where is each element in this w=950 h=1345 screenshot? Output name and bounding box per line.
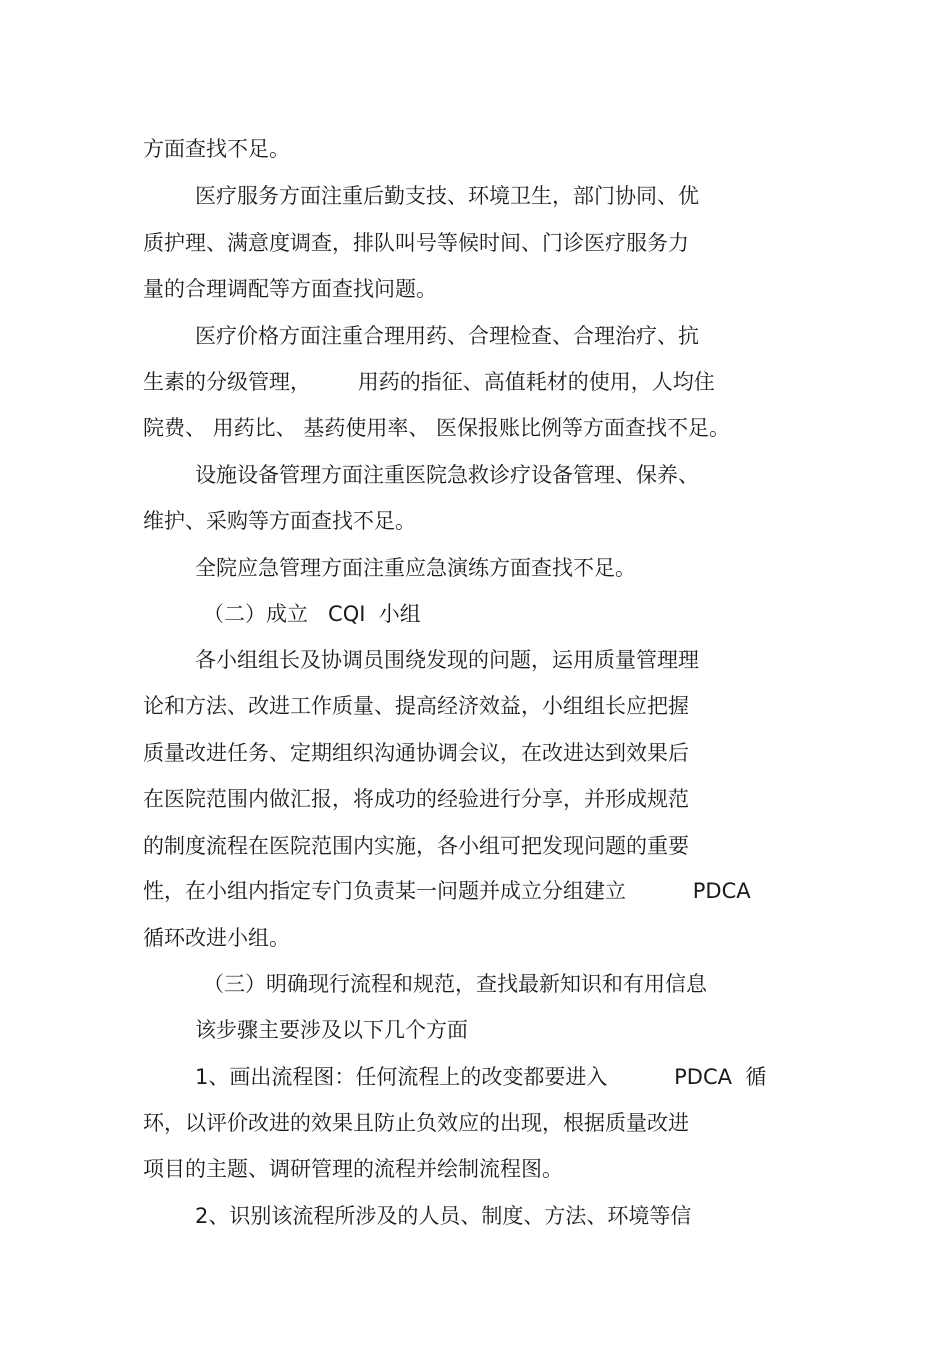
text-line: 环，以评价改进的效果且防止负效应的出现，根据质量改进 — [143, 1111, 689, 1135]
text-line: 生素的分级管理， 用药的指征、高值耗材的使用，人均住 — [143, 370, 715, 394]
text-line: 1、画出流程图：任何流程上的改变都要进入 PDCA 循 — [195, 1065, 767, 1089]
text-line: 性，在小组内指定专门负责某一问题并成立分组建立 PDCA — [143, 879, 751, 903]
section-heading: （二）成立 CQI 小组 — [203, 602, 421, 626]
text-line: 维护、采购等方面查找不足。 — [143, 509, 416, 533]
text-line: 该步骤主要涉及以下几个方面 — [195, 1018, 468, 1042]
text-line: 量的合理调配等方面查找问题。 — [143, 277, 437, 301]
text-line: 在医院范围内做汇报，将成功的经验进行分享，并形成规范 — [143, 787, 689, 811]
text-line: 院费、 用药比、 基药使用率、 医保报账比例等方面查找不足。 — [143, 416, 731, 440]
text-line: 医疗服务方面注重后勤支技、环境卫生，部门协同、优 — [195, 184, 699, 208]
text-line: 项目的主题、调研管理的流程并绘制流程图。 — [143, 1157, 563, 1181]
text-line: 循环改进小组。 — [143, 926, 290, 950]
text-line: 各小组组长及协调员围绕发现的问题，运用质量管理理 — [195, 648, 699, 672]
text-line: 质量改进任务、定期组织沟通协调会议，在改进达到效果后 — [143, 741, 689, 765]
text-line: 质护理、满意度调查，排队叫号等候时间、门诊医疗服务力 — [143, 231, 689, 255]
text-line: 的制度流程在医院范围内实施，各小组可把发现问题的重要 — [143, 834, 689, 858]
text-line: 设施设备管理方面注重医院急救诊疗设备管理、保养、 — [195, 463, 699, 487]
text-line: 论和方法、改进工作质量、提高经济效益，小组组长应把握 — [143, 694, 689, 718]
text-line: 2、识别该流程所涉及的人员、制度、方法、环境等信 — [195, 1204, 692, 1228]
text-line: 全院应急管理方面注重应急演练方面查找不足。 — [195, 556, 636, 580]
text-line: 医疗价格方面注重合理用药、合理检查、合理治疗、抗 — [195, 324, 699, 348]
section-heading: （三）明确现行流程和规范，查找最新知识和有用信息 — [203, 972, 707, 996]
text-line: 方面查找不足。 — [143, 137, 290, 161]
